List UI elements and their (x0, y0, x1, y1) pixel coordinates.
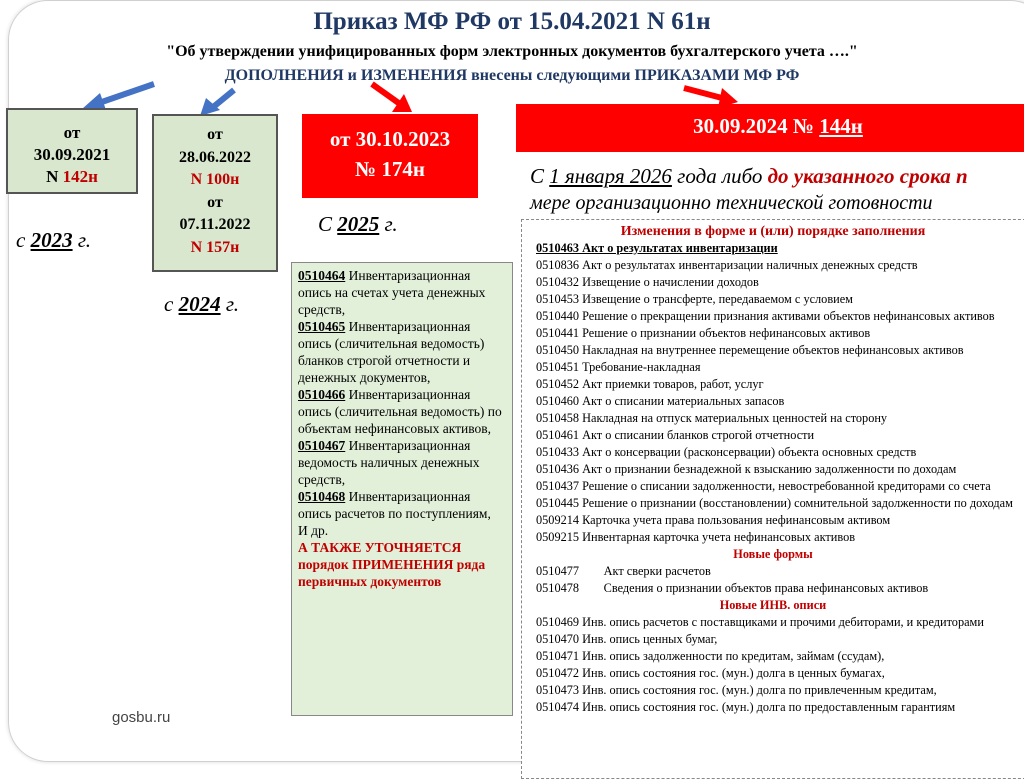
order-2021-number: 142н (62, 167, 98, 186)
list-item: 0510468 Инвентаризационная опись расчетов по поступлениям, (298, 489, 491, 521)
new-inv-header: Новые ИНВ. описи (719, 598, 827, 612)
changes-items (536, 257, 1024, 546)
note-2026-line-1: С 1 января 2026 года либо до указанного срока п (530, 164, 968, 188)
list-item: 0510437 Решение о списании задолженности, невостребованной кредиторами со счета (536, 479, 991, 493)
note-2026-date: 1 января 2026 (549, 164, 672, 188)
source-label: gosbu.ru (112, 709, 171, 726)
list-item: 0510432 Извещение о начислении доходов (536, 275, 759, 289)
order-box-2023 (302, 114, 478, 198)
year-2024: 2024 (178, 292, 221, 316)
order-2022-number-2: N 157н (190, 238, 240, 256)
list-item: 0510465 Инвентаризационная опись (сличительная ведомость) бланков строгой отчетности и денежных документов, (298, 319, 485, 385)
year-2025: 2025 (337, 212, 380, 236)
list-item: 0510460 Акт о списании материальных запасов (536, 394, 785, 408)
list-item: 0510464 Инвентаризационная опись на счетах учета денежных средств, (298, 268, 486, 317)
list-item: 0510433 Акт о консервации (расконсервации) объекта основных средств (536, 445, 917, 459)
list-item: 0510466 Инвентаризационная опись (сличительная ведомость) по объектам нефинансовых активов, (298, 387, 502, 436)
order-2022-number-1: N 100н (190, 171, 240, 188)
list-item: 0510440 Решение о прекращении признания активами объектов нефинансовых активов (536, 309, 995, 323)
list-note: А ТАКЖЕ УТОЧНЯЕТСЯ порядок ПРИМЕНЕНИЯ ряда первичных документов (298, 540, 486, 589)
new-forms-header: Новые формы (733, 547, 813, 561)
list-item: 0510451 Требование-накладная (536, 360, 701, 374)
note-2026-line-2: мере организационно технической готовности (530, 192, 933, 214)
amendments-heading: ДОПОЛНЕНИЯ и ИЗМЕНЕНИЯ внесены следующими ПРИКАЗАМИ МФ РФ (224, 67, 800, 84)
order-2024-date: 30.09.2024 № (693, 114, 820, 138)
order-2022-from-1: от (207, 126, 223, 143)
order-box-2021 (6, 108, 138, 194)
order-2021-from: от (63, 123, 81, 142)
order-2021-date: 30.09.2021 (33, 145, 111, 164)
list-item: 0510836 Акт о результатах инвентаризации наличных денежных средств (536, 258, 918, 272)
order-box-2024 (516, 104, 1024, 152)
year-2023: 2023 (30, 228, 73, 252)
year-2025-label: С 2025 г. (318, 212, 398, 236)
order-box-2022 (152, 114, 278, 272)
changes-panel (521, 219, 1024, 779)
page-subtitle: "Об утверждении унифицированных форм электронных документов бухгалтерского учета …." (166, 43, 858, 60)
year-2024-label: с 2024 г. (164, 292, 239, 316)
list-item: 0509215 Инвентарная карточка учета нефинансовых активов (536, 530, 856, 544)
year-2023-label: с 2023 г. (16, 228, 91, 252)
list-item: 0510473 Инв. опись состояния гос. (мун.) долга по привлеченным кредитам, (536, 683, 937, 697)
order-2022-date-2: 07.11.2022 (179, 216, 251, 233)
page-title: Приказ МФ РФ от 15.04.2021 N 61н (313, 8, 711, 35)
changes-header: Изменения в форме и (или) порядке заполнения (620, 224, 926, 239)
list-item: 0510467 Инвентаризационная ведомость наличных денежных средств, (298, 438, 480, 487)
note-2026-deadline: до указанного срока п (767, 164, 968, 188)
list-item: 0510477 Акт сверки расчетов (536, 564, 711, 578)
list-item: 0510452 Акт приемки товаров, работ, услуг (536, 377, 764, 391)
list-item: 0510469 Инв. опись расчетов с поставщиками и прочими дебиторами, и кредиторами (536, 615, 984, 629)
list-item: 0509214 Карточка учета права пользования нефинансовым активом (536, 513, 891, 527)
changes-first-item: 0510463 Акт о результатах инвентаризации (536, 241, 778, 255)
new-inventory-forms-list (291, 262, 513, 716)
list-item: 0510445 Решение о признании (восстановлении) сомнительной задолженности по доходам (536, 496, 1013, 510)
list-item: 0510450 Накладная на внутреннее перемещение объектов нефинансовых активов (536, 343, 964, 357)
order-2021-num-prefix: N (46, 167, 63, 186)
list-item: 0510441 Решение о признании объектов нефинансовых активов (536, 326, 871, 340)
list-item: 0510453 Извещение о трансферте, передаваемом с условием (536, 292, 853, 306)
list-item: 0510472 Инв. опись состояния гос. (мун.) долга в ценных бумагах, (536, 666, 885, 680)
list-etc: И др. (298, 523, 329, 538)
list-item: 0510458 Накладная на отпуск материальных ценностей на сторону (536, 411, 888, 425)
order-2024-number: 144н (819, 114, 863, 138)
list-item: 0510470 Инв. опись ценных бумаг, (536, 632, 718, 646)
list-item: 0510474 Инв. опись состояния гос. (мун.) долга по предоставленным гарантиям (536, 700, 956, 714)
order-2023-date: от 30.10.2023 (329, 127, 451, 151)
list-item: 0510461 Акт о списании бланков строгой отчетности (536, 428, 815, 442)
order-2023-number: № 174н (355, 157, 425, 181)
list-item: 0510478 Сведения о признании объектов права нефинансовых активов (536, 581, 929, 595)
order-2022-from-2: от (207, 193, 223, 211)
list-item: 0510436 Акт о признании безнадежной к взысканию задолженности по доходам (536, 462, 957, 476)
order-2022-date-1: 28.06.2022 (179, 148, 251, 166)
red-arrow-1-icon (368, 78, 418, 116)
list-item: 0510471 Инв. опись задолженности по кредитам, займам (ссудам), (536, 649, 885, 663)
